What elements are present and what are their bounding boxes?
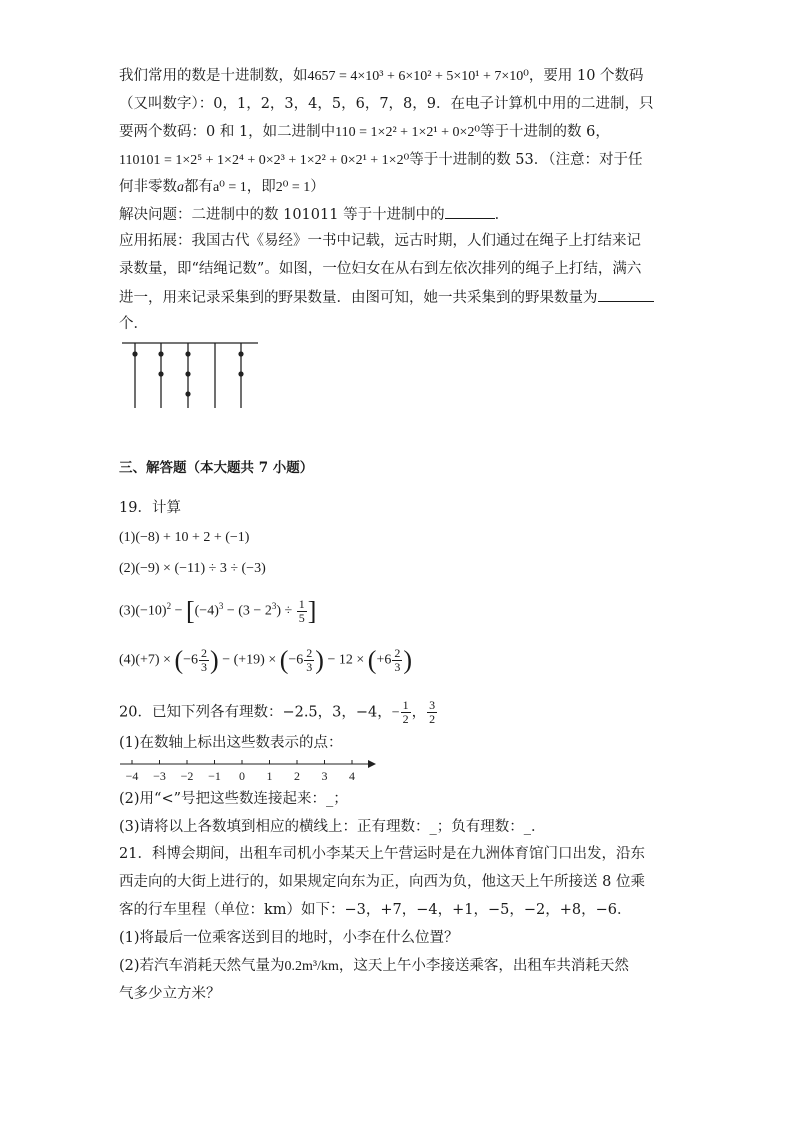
- left-bracket: [: [185, 596, 195, 626]
- q19-part-1: [119, 528, 679, 548]
- axis-tick-label: −3: [153, 769, 166, 783]
- denominator: 5: [298, 611, 305, 625]
- app-line-3: [119, 287, 679, 308]
- text: (1)将最后一位乘客送到目的地时，小李在什么位置？: [119, 930, 459, 946]
- expression: − (3 − 2: [223, 603, 272, 619]
- integer-part: −6: [288, 652, 304, 668]
- numerator: 2: [201, 646, 208, 660]
- q19-title: [119, 498, 679, 518]
- text: （又叫数字）：0，1，2，3，4，5，6，7，8，9．在电子计算机中用的二进制，只: [119, 96, 654, 112]
- expression: (−4): [194, 603, 219, 619]
- text: (2)若汽车消耗天然气量为: [119, 958, 285, 974]
- formula-110: 110 = 1×2² + 1×2¹ + 0×2⁰: [335, 125, 481, 140]
- unit: 0.2m³/km: [284, 959, 339, 974]
- text: 个．: [119, 316, 148, 332]
- denominator: 2: [402, 712, 409, 726]
- q20-title: [119, 699, 679, 727]
- text: 都有: [184, 179, 213, 195]
- text: ，这天上午小李接送乘客，出租车共消耗天然: [338, 958, 629, 974]
- expression: − (+19) ×: [218, 652, 280, 668]
- q21-line-2: [119, 872, 679, 892]
- q19-part-3: [119, 598, 679, 625]
- integer-part: +6: [376, 652, 392, 668]
- number-line[interactable]: [118, 754, 380, 784]
- question-title: 19．计算: [119, 500, 181, 516]
- app-line-4: [119, 314, 679, 334]
- text: 何非零数: [119, 179, 177, 195]
- text: 录数量，即“结绳记数”。如图，一位妇女在从右到左依次排列的绳子上打结，满六: [119, 261, 642, 277]
- part-text: (1)在数轴上标出这些数表示的点：: [119, 735, 343, 751]
- text: 解决问题：二进制中的数 101011 等于十进制中的: [119, 207, 445, 223]
- axis-tick-label: 1: [266, 769, 273, 783]
- axis-tick-label: 0: [239, 769, 245, 783]
- axis-tick-label: 4: [349, 769, 355, 783]
- part-text: (3)请将以上各数填到相应的横线上：正有理数：_；负有理数：_．: [119, 819, 546, 835]
- knot: [185, 371, 190, 376]
- exponent: 3: [218, 601, 224, 612]
- q20-part-1: [119, 733, 679, 753]
- expression: ) ÷: [276, 603, 296, 619]
- formula-a0: a⁰ = 1: [213, 180, 247, 195]
- expression: (−8) + 10 + 2 + (−1): [135, 530, 250, 545]
- expression: (−10): [135, 603, 167, 619]
- q21-line-1: [119, 844, 679, 864]
- intro-line-4: [119, 150, 679, 171]
- formula-20: 2⁰ = 1: [275, 180, 311, 195]
- variable-a: a: [177, 180, 184, 195]
- intro-line-5: [119, 177, 679, 198]
- right-bracket: ]: [307, 596, 317, 626]
- section-3-heading: [119, 458, 679, 478]
- right-paren: ): [315, 645, 324, 675]
- q19-part-2: [119, 559, 679, 579]
- text: 我们常用的数是十进制数，如: [119, 68, 308, 84]
- part-label: (4): [119, 652, 136, 668]
- numerator: 1: [402, 698, 409, 712]
- axis-tick-label: 3: [321, 769, 328, 783]
- intro-line-3: [119, 122, 679, 143]
- text: 21．科博会期间，出租车司机小李某天上午营运时是在九洲体育馆门口出发，沿东: [119, 846, 645, 862]
- fraction-half: [401, 699, 411, 726]
- text: 客的行车里程（单位：km）如下：−3，+7，−4，+1，−5，−2，+8，−6．: [119, 902, 632, 918]
- axis-tick-label: −1: [208, 769, 221, 783]
- knot-rope-figure: [118, 338, 268, 413]
- axis-tick-label: −4: [125, 769, 139, 783]
- axis-tick-label: −2: [180, 769, 194, 783]
- knot: [158, 371, 163, 376]
- knot: [185, 391, 190, 396]
- expression: − 12 ×: [323, 652, 368, 668]
- text: 应用拓展：我国古代《易经》一书中记载，远古时期，人们通过在绳子上打结来记: [119, 233, 641, 249]
- q21-part-1: [119, 928, 679, 948]
- expression: (+7) ×: [135, 652, 175, 668]
- question-title: 20．已知下列各有理数：−2.5，3，−4，: [119, 704, 392, 721]
- fraction: [304, 647, 314, 674]
- left-paren: (: [279, 645, 289, 675]
- text: 要两个数码：0 和 1，如二进制中: [119, 124, 336, 140]
- minus-sign: −: [391, 705, 400, 721]
- q21-part-2-cont: [119, 984, 679, 1004]
- solve-line: [119, 204, 679, 225]
- text: ）: [310, 179, 325, 195]
- separator: ，: [411, 704, 427, 721]
- text: ，即: [246, 179, 276, 195]
- intro-line-2: [119, 94, 679, 114]
- text: 西走向的大街上进行的，如果规定向东为正，向西为负，他这天上午所接送 8 位乘: [119, 874, 645, 890]
- part-label: (1): [119, 530, 136, 545]
- text: ，要用 10 个数码: [528, 68, 644, 84]
- text: 气多少立方米？: [119, 986, 221, 1002]
- text: 等于十进制的数 53．（注意：对于任: [409, 152, 643, 168]
- knot: [158, 351, 163, 356]
- part-label: (3): [119, 603, 136, 619]
- fraction: [199, 647, 209, 674]
- exponent: 3: [271, 601, 277, 612]
- left-paren: (: [174, 645, 184, 675]
- numerator: 3: [429, 698, 436, 712]
- intro-line-1: [119, 66, 679, 87]
- denominator: 2: [429, 712, 436, 726]
- knot: [185, 351, 190, 356]
- numerator: 2: [394, 646, 401, 660]
- fraction: [392, 647, 402, 674]
- q20-part-3: [119, 817, 679, 837]
- text: ．: [494, 207, 510, 223]
- app-line-2: [119, 259, 679, 279]
- integer-part: −6: [183, 652, 199, 668]
- q19-part-4: [119, 647, 679, 674]
- part-text: (2)用“<”号把这些数连接起来：_；: [119, 791, 348, 807]
- answer-blank[interactable]: [445, 204, 495, 219]
- text: 等于十进制的数 6，: [480, 124, 610, 140]
- knot: [132, 351, 137, 356]
- part-label: (2): [119, 561, 136, 576]
- denominator: 3: [394, 660, 401, 674]
- formula-4657: 4657 = 4×10³ + 6×10² + 5×10¹ + 7×10⁰: [307, 69, 529, 84]
- formula-110101: 110101 = 1×2⁵ + 1×2⁴ + 0×2³ + 1×2² + 0×2¹ + 1×2⁰: [119, 153, 410, 168]
- knot: [238, 351, 243, 356]
- left-paren: (: [367, 645, 377, 675]
- section-title: 三、解答题（本大题共 7 小题）: [119, 460, 314, 476]
- numerator: 1: [298, 597, 305, 611]
- q21-part-2: [119, 956, 679, 977]
- app-line-1: [119, 231, 679, 251]
- q20-part-2: [119, 789, 679, 809]
- fraction-one-fifth: [297, 598, 307, 625]
- expression: (−9) × (−11) ÷ 3 ÷ (−3): [135, 561, 266, 576]
- denominator: 3: [306, 660, 313, 674]
- expression: −: [171, 603, 186, 619]
- exponent: 2: [166, 601, 172, 612]
- answer-blank[interactable]: [598, 287, 654, 302]
- numerator: 2: [306, 646, 313, 660]
- knot: [238, 371, 243, 376]
- axis-tick-label: 2: [294, 769, 300, 783]
- denominator: 3: [201, 660, 208, 674]
- axis-arrow: [368, 760, 376, 768]
- right-paren: ): [210, 645, 219, 675]
- fraction-three-halves: [427, 699, 437, 726]
- right-paren: ): [403, 645, 413, 675]
- q21-line-3: [119, 900, 679, 920]
- text: 进一，用来记录采集到的野果数量．由图可知，她一共采集到的野果数量为: [119, 290, 598, 306]
